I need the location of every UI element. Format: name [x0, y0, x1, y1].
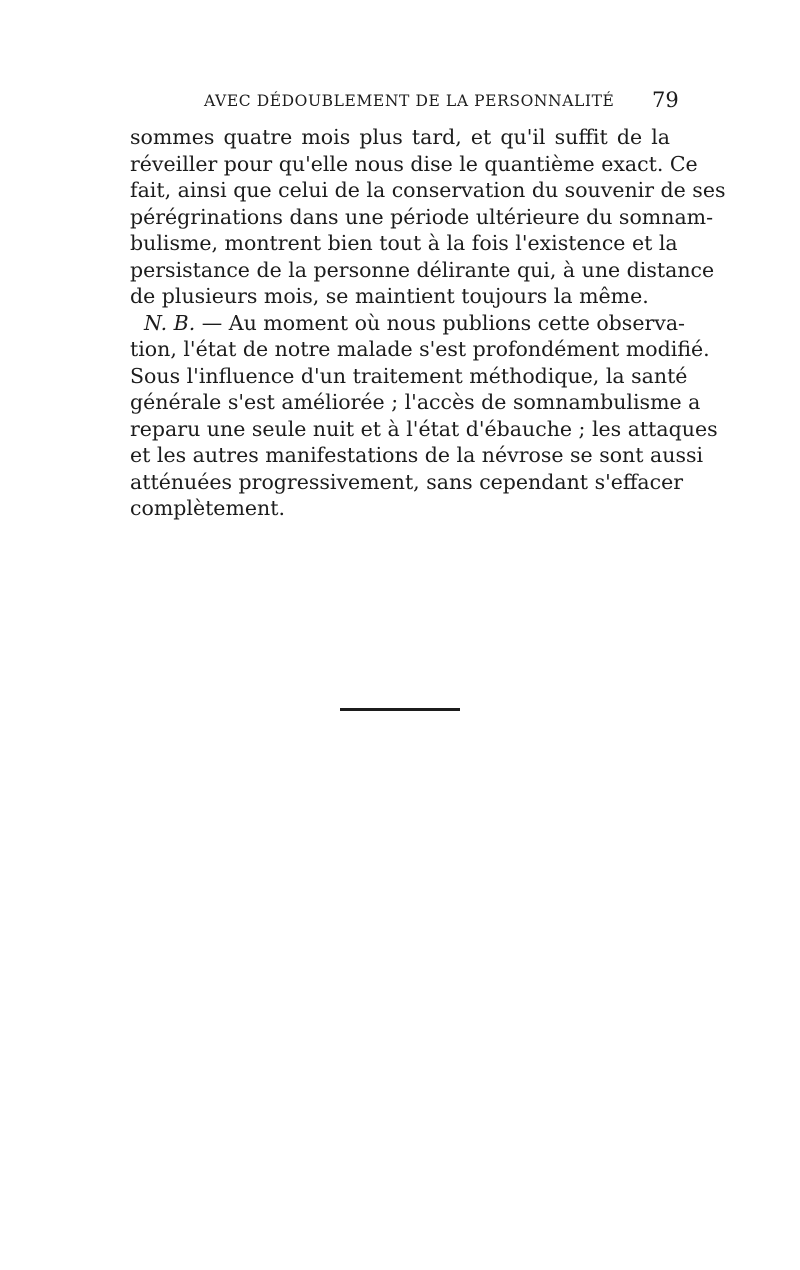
text-line: tion, l'état de notre malade s'est profondément modifié.: [130, 337, 710, 361]
text-line: pérégrinations dans une période ultérieure du somnam-: [130, 204, 714, 229]
text-line: bulisme, montrent bien tout à la fois l'existence et la: [130, 231, 678, 255]
running-title: AVEC DÉDOUBLEMENT DE LA PERSONNALITÉ: [204, 92, 615, 110]
paragraph-continuation: [130, 124, 726, 310]
text-line: persistance de la personne délirante qui, à une distance: [130, 257, 715, 282]
text-line: [130, 310, 685, 337]
page-number: 79: [652, 88, 679, 112]
text-line: générale s'est améliorée ; l'accès de somnambulisme a: [130, 390, 701, 414]
body-text: [130, 124, 726, 522]
text-line: Sous l'influence d'un traitement méthodique, la santé: [130, 363, 688, 388]
text-line: complètement.: [130, 496, 285, 520]
text-line: de plusieurs mois, se maintient toujours la même.: [130, 284, 649, 308]
text-line: atténuées progressivement, sans cependant s'effacer: [130, 469, 684, 494]
text-line: fait, ainsi que celui de la conservation du souvenir de ses: [130, 178, 726, 202]
paragraph-nota-bene: [130, 310, 718, 522]
section-end-rule: [340, 708, 460, 711]
nota-bene-label: N. B.: [144, 310, 196, 335]
text-line: réveiller pour qu'elle nous dise le quantième exact. Ce: [130, 151, 698, 176]
text-line: sommes quatre mois plus tard, et qu'il suffit de la: [130, 125, 670, 149]
text-line: et les autres manifestations de la névrose se sont aussi: [130, 443, 704, 467]
text-line: reparu une seule nuit et à l'état d'ébauche ; les attaques: [130, 416, 718, 441]
running-header: [0, 88, 800, 118]
nota-bene-text: — Au moment où nous publions cette observa-: [195, 310, 685, 335]
